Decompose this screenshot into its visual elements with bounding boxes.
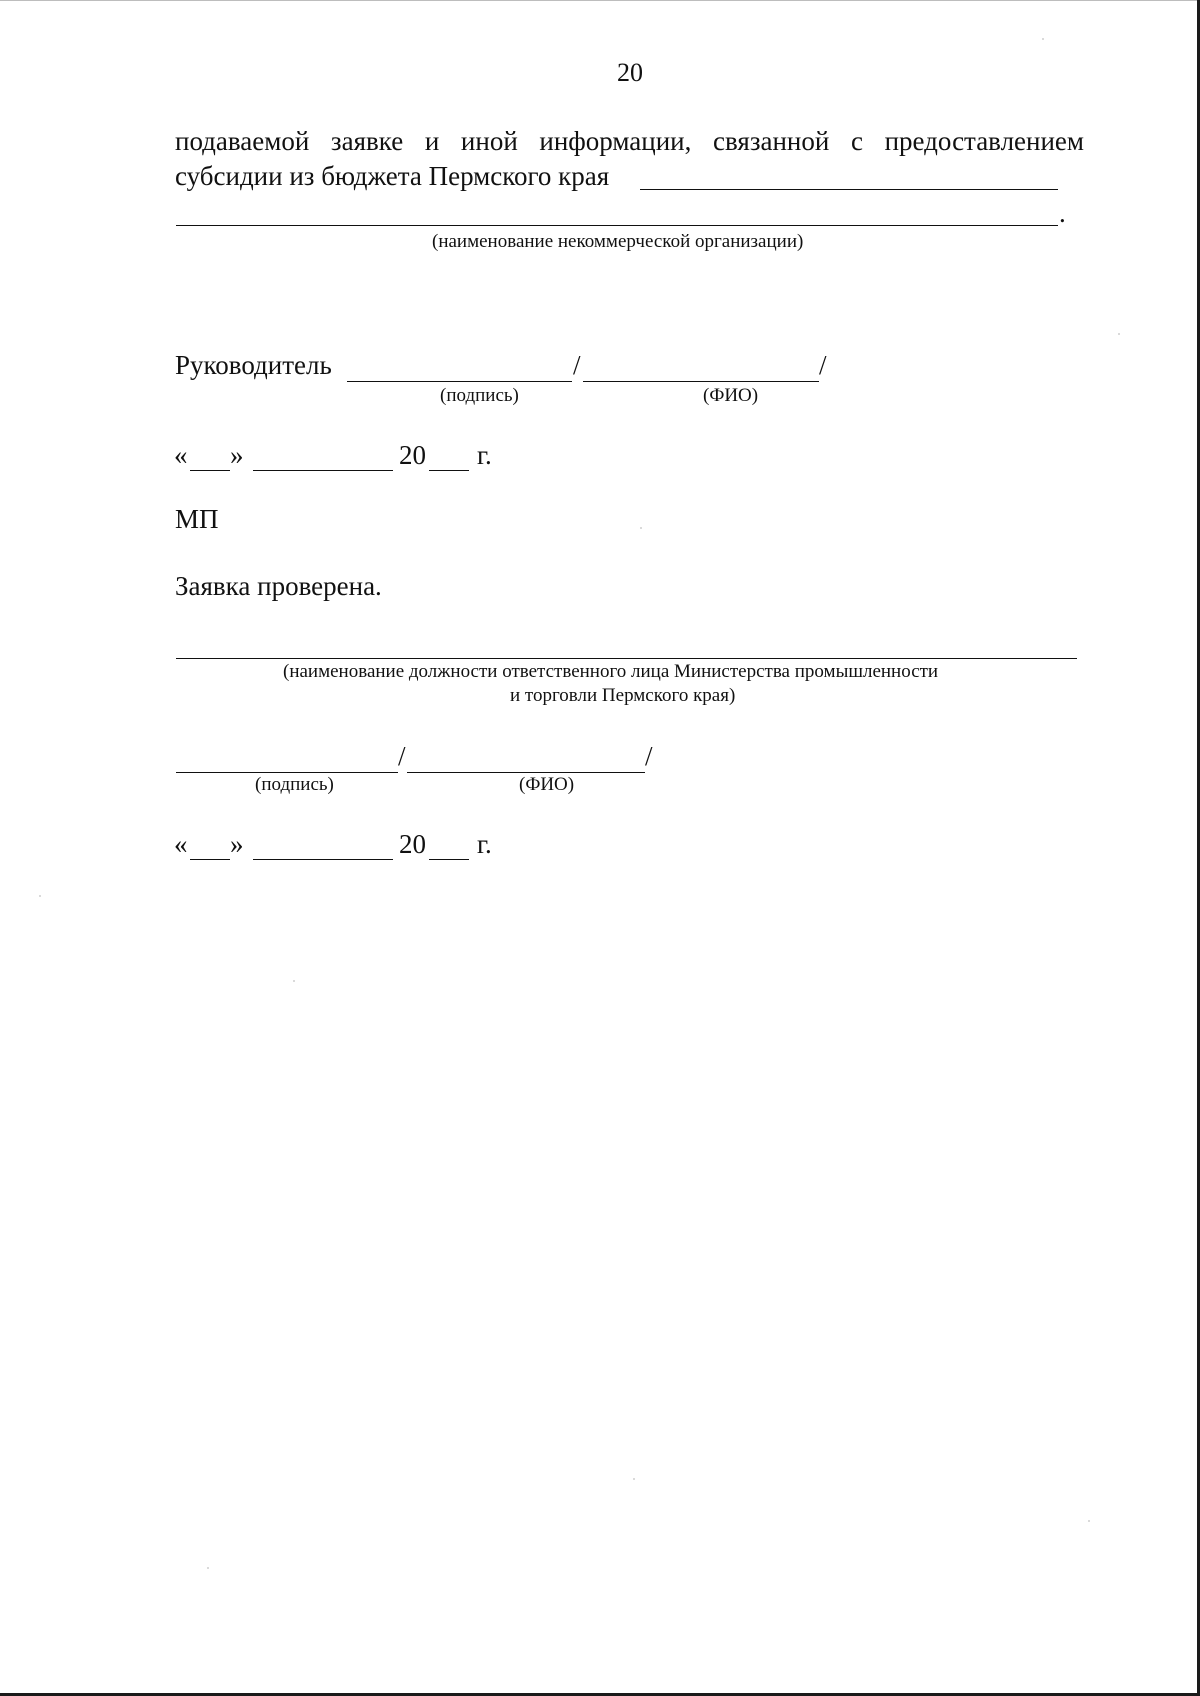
- org-name-field-line-1: [640, 189, 1058, 190]
- page-top-edge: [0, 0, 1200, 1]
- paragraph-line-1: подаваемой заявке и иной информации, связанной с предоставлением: [175, 126, 1084, 156]
- date1-year-line: [429, 470, 469, 471]
- scan-speck: [640, 527, 642, 529]
- date2-year-line: [429, 859, 469, 860]
- official-position-caption-1: (наименование должности ответственного лица Министерства промышленности: [283, 661, 939, 682]
- head-slash-1: /: [573, 350, 581, 380]
- date2-open-quote: «: [174, 829, 188, 859]
- date2-year-prefix: 20: [399, 829, 426, 859]
- head-slash-2: /: [819, 350, 827, 380]
- date2-year-suffix: г.: [477, 829, 492, 859]
- stamp-label: МП: [175, 504, 219, 534]
- scan-speck: [1042, 38, 1044, 40]
- date1-year-suffix: г.: [477, 440, 492, 470]
- org-name-caption: (наименование некоммерческой организации): [432, 231, 804, 252]
- scan-speck: [39, 895, 41, 897]
- date2-day-line: [190, 859, 230, 860]
- date1-close-quote: »: [230, 440, 244, 470]
- date1-day-line: [190, 470, 230, 471]
- page-number: 20: [617, 58, 643, 87]
- date2-close-quote: »: [230, 829, 244, 859]
- head-name-line: [583, 381, 819, 382]
- date1-open-quote: «: [174, 440, 188, 470]
- date2-month-line: [253, 859, 393, 860]
- paragraph-line-2: субсидии из бюджета Пермского края: [175, 161, 610, 191]
- official-position-line: [176, 658, 1077, 659]
- official-name-caption: (ФИО): [519, 774, 575, 795]
- head-signature-line: [347, 381, 572, 382]
- scan-speck: [633, 1478, 635, 1480]
- scan-speck: [1118, 333, 1120, 335]
- date1-month-line: [253, 470, 393, 471]
- official-position-caption-2: и торговли Пермского края): [510, 685, 736, 706]
- paragraph-end-dot: .: [1059, 198, 1066, 228]
- org-name-field-line-2: [176, 225, 1058, 226]
- head-label: Руководитель: [175, 350, 332, 380]
- head-signature-caption: (подпись): [440, 385, 519, 406]
- official-signature-line: [176, 772, 398, 773]
- checked-label: Заявка проверена.: [175, 571, 382, 601]
- scan-speck: [293, 980, 295, 982]
- official-slash-1: /: [398, 741, 406, 771]
- scan-speck: [1088, 1520, 1090, 1522]
- date1-year-prefix: 20: [399, 440, 426, 470]
- official-name-line: [407, 772, 645, 773]
- official-slash-2: /: [645, 741, 653, 771]
- head-name-caption: (ФИО): [703, 385, 759, 406]
- scan-speck: [207, 1567, 209, 1569]
- official-signature-caption: (подпись): [255, 774, 334, 795]
